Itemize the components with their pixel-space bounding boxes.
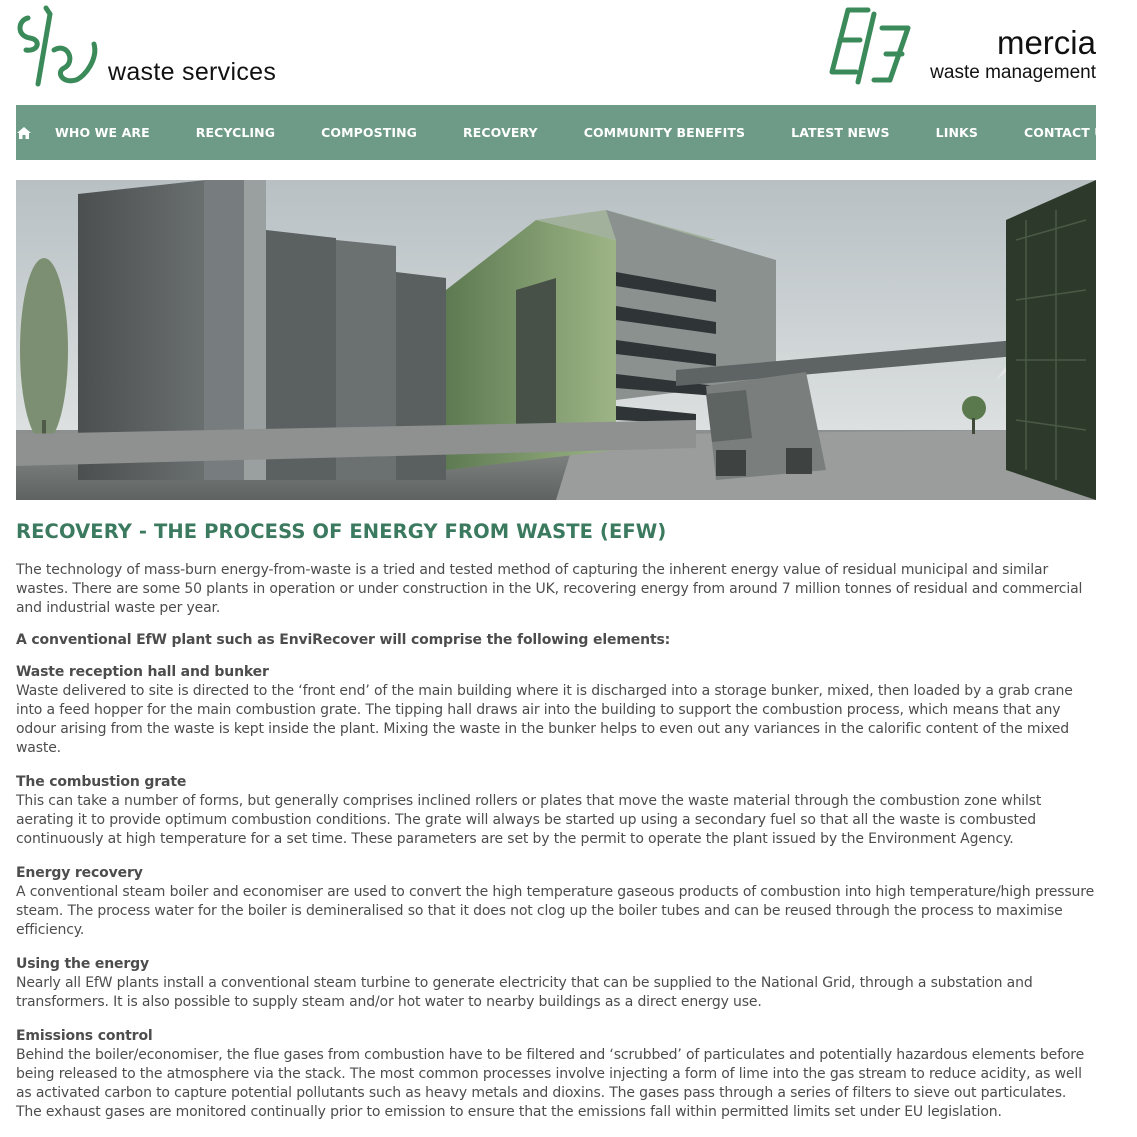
section-heading: Energy recovery [16, 865, 143, 881]
logo-sub: waste management [930, 62, 1096, 83]
hero-image [16, 180, 1096, 500]
section-heading: Waste reception hall and bunker [16, 664, 269, 680]
mercia-logo-mark-icon [828, 6, 918, 88]
nav-item-links[interactable]: LINKS [935, 125, 978, 140]
nav-item-community-benefits[interactable]: COMMUNITY BENEFITS [583, 125, 746, 140]
section-using-energy [16, 955, 1096, 1012]
sw-logo-mark-icon [16, 6, 106, 88]
section-body: Behind the boiler/economiser, the flue gases from combustion have to be filtered and ‘scrubbed’ of particulates and potentially hazardous elements before being released to the atmosphere via the stack. The most common processes involve injecting a form of lime into the gas stream to reduce acidity, as well as activated carbon to capture potential pollutants such as heavy metals and dioxins. The gases pass through a series of filters to sieve out particulates. The exhaust gases are monitored continually prior to emission to ensure that the emissions fall within permitted limits set under EU legislation. [16, 1047, 1085, 1120]
section-body: This can take a number of forms, but generally comprises inclined rollers or plates that move the waste material through the combustion zone whilst aerating it to provide optimum combustion conditions. The grate will always be started up using a secondary fuel so that all the waste is combusted continuously at high temperature for a set time. These parameters are set by the permit to operate the plant issued by the Environment Agency. [16, 793, 1042, 847]
efw-facility-illustration [16, 180, 1096, 500]
logo-brand: mercia [996, 24, 1096, 61]
section-heading: Emissions control [16, 1028, 153, 1044]
section-body: A conventional steam boiler and economiser are used to convert the high temperature gaseous products of combustion into high temperature/high pressure steam. The process water for the boiler is demineralised so that it does not clog up the boiler tubes and can be reused through the process to maximise efficiency. [16, 884, 1095, 938]
logo-text: waste services [108, 58, 277, 86]
section-waste-reception [16, 663, 1096, 758]
section-emissions-control [16, 1027, 1096, 1122]
main-nav [16, 105, 1114, 160]
nav-home[interactable] [16, 105, 32, 160]
sw-waste-services-logo[interactable] [16, 6, 306, 88]
intro-paragraph: The technology of mass-burn energy-from-waste is a tried and tested method of capturing the inherent energy value of residual municipal and similar wastes. There are some 50 plants in operation or under construction in the UK, recovering energy from around 7 million tonnes of residual and commercial and industrial waste per year. [16, 562, 1083, 616]
section-heading: Using the energy [16, 956, 149, 972]
nav-item-latest-news[interactable]: LATEST NEWS [791, 125, 890, 140]
section-heading: The combustion grate [16, 774, 187, 790]
nav-item-recycling[interactable]: RECYCLING [195, 125, 276, 140]
section-body: Waste delivered to site is directed to the ‘front end’ of the main building where it is discharged into a storage bunker, mixed, then loaded by a grab crane into a feed hopper for the main combustion grate. The tipping hall draws air into the building to support the combustion process, which means that any odour arising from the waste is kept inside the plant. Mixing the waste in the bunker helps to even out any variances in the calorific content of the mixed waste. [16, 683, 1073, 756]
section-combustion-grate [16, 773, 1096, 849]
section-energy-recovery [16, 864, 1096, 940]
section-body: Nearly all EfW plants install a conventional steam turbine to generate electricity that can be supplied to the National Grid, through a substation and transformers. It is also possible to supply steam and/or hot water to nearby buildings as a direct energy use. [16, 975, 1033, 1010]
mercia-logo[interactable] [826, 6, 1096, 88]
page-title: RECOVERY - THE PROCESS OF ENERGY FROM WASTE (EFW) [16, 520, 667, 543]
nav-item-who-we-are[interactable]: WHO WE ARE [55, 125, 150, 140]
nav-item-recovery[interactable]: RECOVERY [463, 125, 538, 140]
nav-item-composting[interactable]: COMPOSTING [321, 125, 418, 140]
home-icon [16, 126, 32, 140]
nav-item-contact-us[interactable]: CONTACT US [1023, 125, 1114, 140]
main-content [16, 520, 1096, 1137]
lead-paragraph: A conventional EfW plant such as EnviRecover will comprise the following elements: [16, 632, 671, 648]
